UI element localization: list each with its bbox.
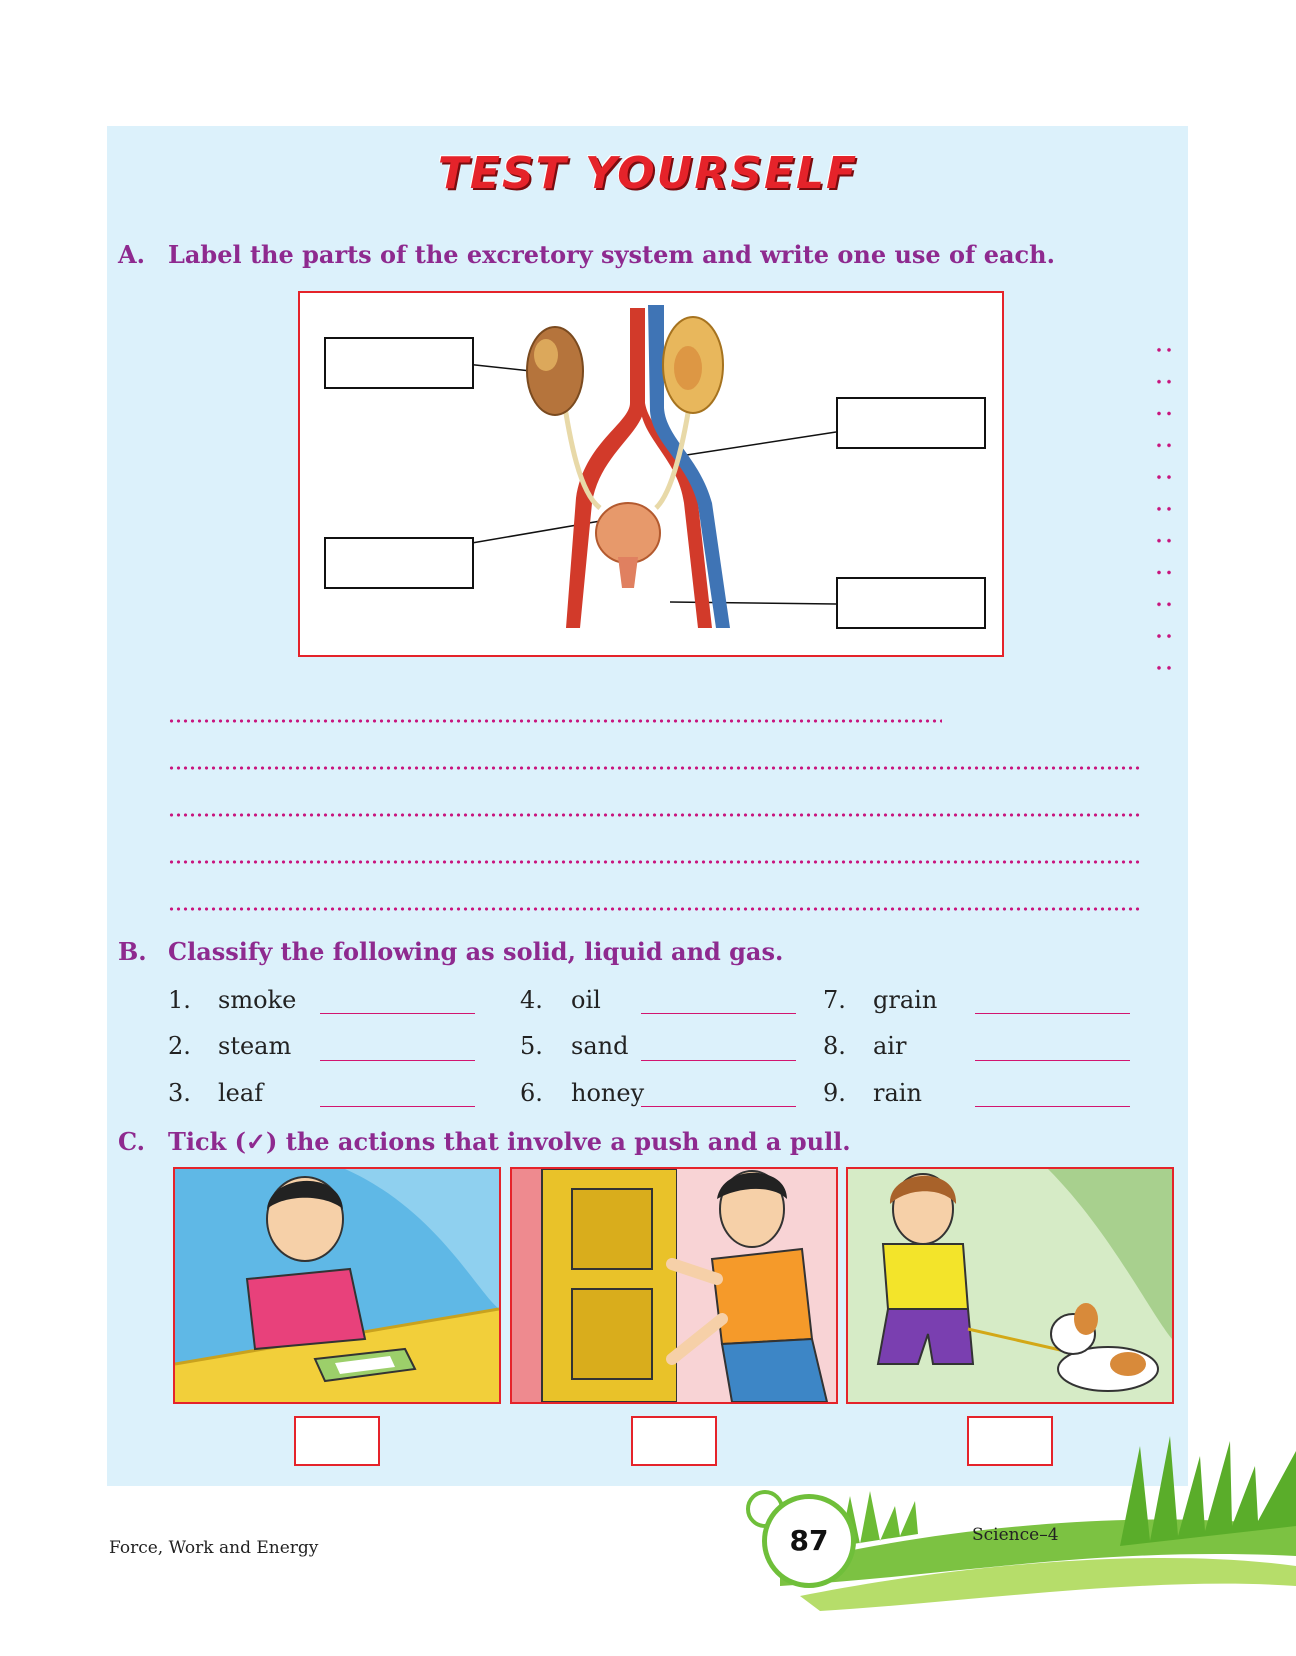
item-number: 7. xyxy=(823,986,846,1014)
footer-chapter: Force, Work and Energy xyxy=(109,1538,319,1558)
question-b xyxy=(118,937,783,966)
picture-opening-box xyxy=(173,1167,501,1404)
item-word: sand xyxy=(571,1032,629,1060)
picture-pushing-door xyxy=(510,1167,838,1404)
answer-blank[interactable] xyxy=(320,1060,475,1061)
answer-blank[interactable] xyxy=(975,1013,1130,1014)
item-number: 3. xyxy=(168,1079,191,1107)
answer-blank[interactable] xyxy=(641,1060,796,1061)
excretory-system-diagram xyxy=(298,291,1004,657)
footer-book: Science–4 xyxy=(972,1525,1059,1545)
margin-dots xyxy=(1154,334,1176,694)
item-word: grain xyxy=(873,986,938,1014)
page-number: 87 xyxy=(762,1494,856,1588)
answer-blank[interactable] xyxy=(320,1013,475,1014)
item-word: honey xyxy=(571,1079,645,1107)
question-c-text: Tick (✓) the actions that involve a push and a pull. xyxy=(168,1127,851,1156)
answer-line-3[interactable] xyxy=(168,812,1142,818)
item-word: smoke xyxy=(218,986,297,1014)
boy-box-illustration xyxy=(175,1169,499,1402)
label-box-1[interactable] xyxy=(324,337,474,389)
question-a xyxy=(118,240,1055,269)
item-number: 6. xyxy=(520,1079,543,1107)
answer-line-1[interactable] xyxy=(168,718,942,724)
answer-line-4[interactable] xyxy=(168,859,1142,865)
page-title: TEST YOURSELF xyxy=(437,148,859,199)
label-box-4[interactable] xyxy=(836,577,986,629)
item-word: oil xyxy=(571,986,601,1014)
question-c xyxy=(118,1127,851,1156)
label-box-2[interactable] xyxy=(836,397,986,449)
boy-door-illustration xyxy=(512,1169,836,1402)
answer-blank[interactable] xyxy=(641,1013,796,1014)
question-b-number: B. xyxy=(118,937,147,966)
item-number: 4. xyxy=(520,986,543,1014)
item-word: air xyxy=(873,1032,907,1060)
answer-line-5[interactable] xyxy=(168,906,1142,912)
answer-blank[interactable] xyxy=(641,1106,796,1107)
question-c-number: C. xyxy=(118,1127,146,1156)
boy-dog-illustration xyxy=(848,1169,1172,1402)
answer-blank[interactable] xyxy=(975,1060,1130,1061)
item-number: 1. xyxy=(168,986,191,1014)
answer-line-2[interactable] xyxy=(168,765,1142,771)
question-a-text: Label the parts of the excretory system and write one use of each. xyxy=(168,240,1055,269)
picture-walking-dog xyxy=(846,1167,1174,1404)
answer-blank[interactable] xyxy=(975,1106,1130,1107)
item-number: 9. xyxy=(823,1079,846,1107)
item-word: leaf xyxy=(218,1079,264,1107)
item-word: steam xyxy=(218,1032,292,1060)
item-number: 8. xyxy=(823,1032,846,1060)
item-number: 2. xyxy=(168,1032,191,1060)
label-box-3[interactable] xyxy=(324,537,474,589)
item-number: 5. xyxy=(520,1032,543,1060)
answer-blank[interactable] xyxy=(320,1106,475,1107)
item-word: rain xyxy=(873,1079,922,1107)
question-a-number: A. xyxy=(118,240,145,269)
question-b-text: Classify the following as solid, liquid and gas. xyxy=(168,937,784,966)
